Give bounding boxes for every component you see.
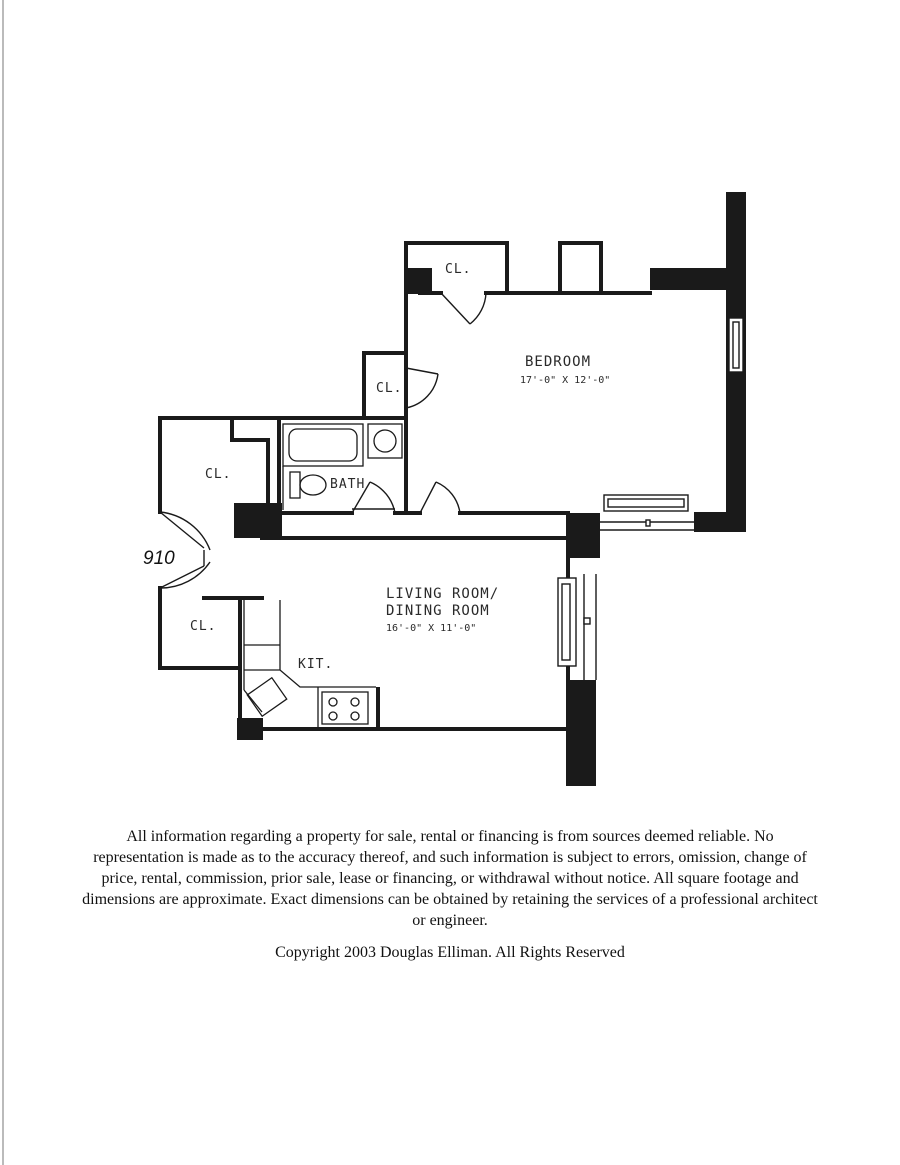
kitchen-sink [247,678,286,717]
windows [558,318,743,680]
closet-label-left: CL. [205,467,232,482]
closet-label-bedroom: CL. [445,262,472,277]
copyright-text: Copyright 2003 Douglas Elliman. All Rights Reserved [275,944,625,961]
sink [368,424,402,458]
bedroom-dimensions: 17'-0" X 12'-0" [520,375,611,386]
structural-columns [234,192,746,786]
closet-label-small: CL. [376,381,403,396]
living-room-dimensions: 16'-0" X 11'-0" [386,623,477,634]
bath-fixtures [283,424,402,510]
door-swings [160,293,486,588]
toilet-tank [290,472,300,498]
bath-label: BATH [330,477,366,492]
closet-label-lower: CL. [190,619,217,634]
unit-number: 910 [143,548,175,569]
bedroom-label: BEDROOM [525,354,592,370]
walls [160,243,728,738]
living-room-label-line2: DINING ROOM [386,603,490,619]
living-room-label-line1: LIVING ROOM/ [386,586,500,602]
stove [322,692,368,724]
disclaimer-text: All information regarding a property for sale, rental or financing is from sources deemed reliable. No representation is made as to the accuracy thereof, and such information is subject to errors, omission, change of price, rental, commission, prior sale, lease or financing, or withdrawal without notice. All square footage and dimensions are approximate. Exact dimensions can be obtained by retaining the services of a professional architect or engineer. [82,828,818,929]
bathtub [283,424,363,466]
kitchen-label: KIT. [298,657,334,672]
toilet-bowl [300,475,326,495]
